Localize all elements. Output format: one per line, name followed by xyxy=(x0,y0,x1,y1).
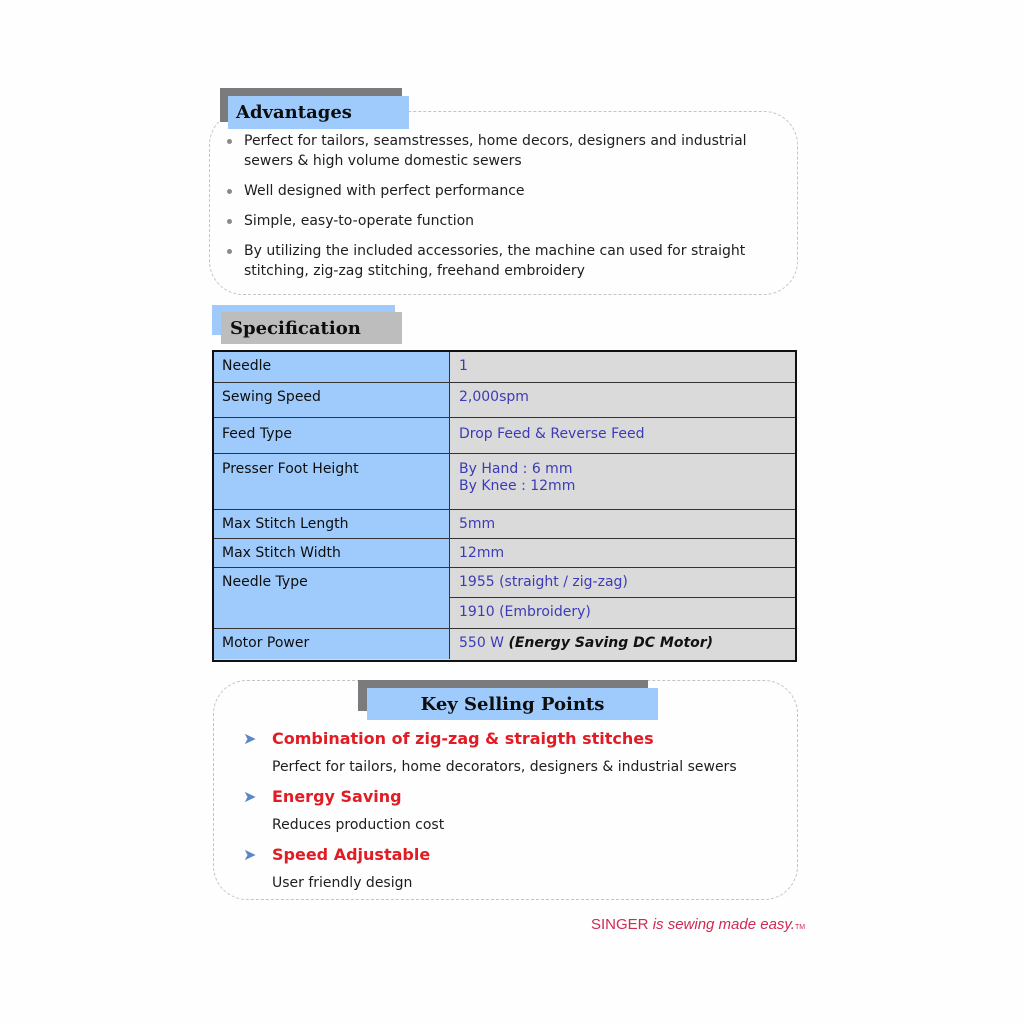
selling-point-desc: Reduces production cost xyxy=(272,817,445,833)
selling-point-title: Speed Adjustable xyxy=(272,845,431,864)
table-row xyxy=(214,628,795,659)
arrow-right-icon: ➤ xyxy=(243,787,257,806)
table-row xyxy=(214,567,795,628)
arrow-right-icon: ➤ xyxy=(243,729,257,748)
spec-label: Sewing Speed xyxy=(214,383,450,417)
specification-title: Specification xyxy=(221,312,402,344)
motor-power-note: (Energy Saving DC Motor) xyxy=(508,635,714,651)
spec-value xyxy=(450,568,795,628)
spec-value-text: 1955 (straight / zig-zag) xyxy=(459,574,628,590)
bullet-icon xyxy=(227,139,232,144)
bullet-icon xyxy=(227,219,232,224)
spec-value-text: Drop Feed & Reverse Feed xyxy=(459,426,645,442)
tagline-text: is sewing made easy. xyxy=(652,916,795,933)
spec-label: Needle Type xyxy=(214,568,450,628)
spec-label: Needle xyxy=(214,352,450,382)
spec-label: Presser Foot Height xyxy=(214,454,450,509)
selling-point-desc: Perfect for tailors, home decorators, designers & industrial sewers xyxy=(272,759,737,775)
advantage-text: Simple, easy-to-operate function xyxy=(244,213,475,229)
spec-value xyxy=(450,383,795,417)
selling-point-title: Energy Saving xyxy=(272,787,402,806)
advantage-text: Well designed with perfect performance xyxy=(244,183,525,199)
trademark-mark: TM xyxy=(794,924,806,931)
arrow-right-icon: ➤ xyxy=(243,845,257,864)
spec-table xyxy=(212,350,797,662)
spec-label: Max Stitch Length xyxy=(214,510,450,538)
spec-value xyxy=(450,418,795,453)
spec-value-text: 5mm xyxy=(459,516,496,532)
spec-label: Motor Power xyxy=(214,629,450,659)
key-selling-points-title: Key Selling Points xyxy=(367,688,658,720)
list-item xyxy=(226,131,754,171)
spec-value xyxy=(450,454,795,509)
list-item xyxy=(226,181,786,201)
list-item xyxy=(226,211,786,231)
brand-name: SINGER xyxy=(591,916,649,933)
spec-value-text: 1 xyxy=(459,358,468,374)
selling-point-title: Combination of zig-zag & straigth stitches xyxy=(272,729,654,748)
table-row xyxy=(214,509,795,538)
selling-point-desc: User friendly design xyxy=(272,875,413,891)
spec-value-text: 12mm xyxy=(459,545,505,561)
advantage-text: Perfect for tailors, seamstresses, home decors, designers and industrial sewers & high volume domestic sewers xyxy=(244,133,747,169)
spec-label: Feed Type xyxy=(214,418,450,453)
advantages-title: Advantages xyxy=(228,96,409,129)
spec-value-text: By Hand : 6 mm xyxy=(459,461,573,477)
spec-value-text: 2,000spm xyxy=(459,389,529,405)
spec-value xyxy=(450,352,795,382)
spec-value xyxy=(450,539,795,567)
spec-value-text: By Knee : 12mm xyxy=(459,478,576,494)
spec-value-text xyxy=(450,629,795,651)
list-item xyxy=(226,241,754,281)
table-row xyxy=(214,352,795,382)
brand-tagline xyxy=(591,916,805,933)
table-row xyxy=(214,417,795,453)
motor-power-value: 550 W xyxy=(459,635,505,651)
spec-label: Max Stitch Width xyxy=(214,539,450,567)
advantages-list xyxy=(226,131,786,291)
table-row xyxy=(214,453,795,509)
bullet-icon xyxy=(227,189,232,194)
table-row xyxy=(214,382,795,417)
bullet-icon xyxy=(227,249,232,254)
spec-value xyxy=(450,629,795,659)
spec-value-text: 1910 (Embroidery) xyxy=(450,597,795,629)
spec-value xyxy=(450,510,795,538)
advantage-text: By utilizing the included accessories, the machine can used for straight stitching, zig-zag stitching, freehand embroidery xyxy=(244,243,746,279)
table-row xyxy=(214,538,795,567)
